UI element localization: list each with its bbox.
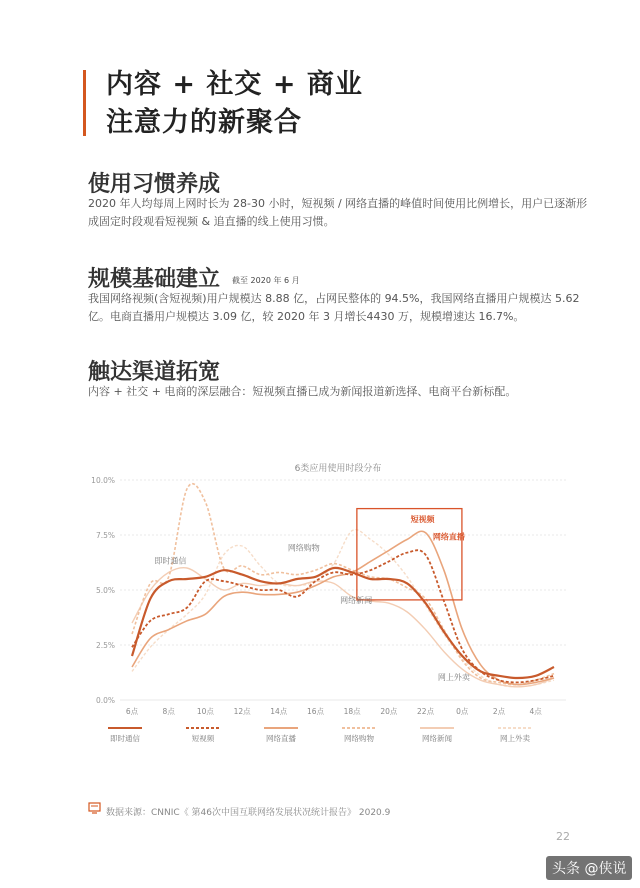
- x-tick-label: 12点: [233, 707, 251, 716]
- data-source-icon: [88, 802, 101, 814]
- section-title-habit: 使用习惯养成: [88, 172, 221, 197]
- x-tick-label: 6点: [125, 707, 139, 716]
- chart-title: 6类应用使用时段分布: [294, 464, 382, 474]
- legend-label: 短视频: [191, 734, 215, 743]
- x-tick-label: 2点: [492, 707, 506, 716]
- usage-time-chart: [88, 450, 578, 760]
- annotation-label: 网上外卖: [437, 673, 470, 683]
- hero-title-line2: 注意力的新聚合: [106, 107, 302, 138]
- legend-label: 网络新闻: [422, 734, 452, 743]
- section-text-scale: 我国网络视频(含短视频)用户规模达 8.88 亿，占网民整体的 94.5%，我国网络直播用户规模达 5.62 亿。电商直播用户规模达 3.09 亿，较 2020 年 3 月增长4430 万，规模增速达 16.7%。: [88, 292, 580, 323]
- x-tick-label: 22点: [417, 707, 435, 716]
- x-tick-label: 0点: [456, 707, 469, 716]
- section-title-reach: 触达渠道拓宽: [88, 360, 221, 385]
- page-number: 22: [556, 830, 570, 843]
- x-tick-label: 16点: [306, 707, 325, 716]
- y-tick-label: 10.0%: [91, 476, 115, 485]
- x-tick-label: 20点: [380, 707, 398, 716]
- annotation-label: 即时通信: [154, 556, 187, 566]
- y-tick-label: 0.0%: [95, 696, 115, 705]
- hero-title: [106, 66, 363, 142]
- legend-label: 网上外卖: [500, 734, 530, 743]
- section-title-scale: [88, 262, 300, 293]
- data-source: 数据来源：CNNIC《 第46次中国互联网络发展状况统计报告》 2020.9: [106, 808, 391, 818]
- legend-label: 网络直播: [266, 734, 296, 743]
- annotation-label: 网络新闻: [340, 596, 373, 606]
- y-tick-label: 7.5%: [95, 531, 115, 540]
- legend-label: 即时通信: [110, 734, 140, 743]
- x-tick-label: 10点: [196, 707, 214, 716]
- watermark: 头条 @侠说: [546, 856, 632, 880]
- annotation-label: 网络直播: [432, 532, 465, 542]
- legend-label: 网络购物: [344, 734, 374, 743]
- hero-title-line1: 内容 + 社交 + 商业: [106, 69, 363, 100]
- series-line-4: [132, 568, 554, 687]
- chart-svg: [88, 450, 588, 760]
- section-title-scale-text: 规模基础建立: [88, 267, 221, 292]
- series-line-2: [132, 531, 554, 684]
- series-line-0: [132, 568, 554, 678]
- annotation-label: 网络购物: [287, 543, 320, 553]
- series-line-3: [132, 484, 554, 685]
- x-tick-label: 14点: [270, 707, 288, 716]
- series-line-5: [132, 530, 554, 687]
- x-tick-label: 8点: [162, 707, 175, 716]
- section-text-reach: 内容 + 社交 + 电商的深层融合：短视频直播已成为新闻报道新选择、电商平台新标配。: [88, 385, 517, 398]
- accent-bar: [83, 70, 86, 136]
- x-tick-label: 4点: [529, 707, 542, 716]
- y-tick-label: 2.5%: [95, 641, 115, 650]
- section-text-habit: 2020 年人均每周上网时长为 28-30 小时，短视频 / 网络直播的峰值时间使用比例增长，用户已逐渐形成固定时段观看短视频 & 追直播的线上使用习惯。: [88, 197, 588, 228]
- annotation-label: 短视频: [410, 514, 435, 524]
- y-tick-label: 5.0%: [95, 586, 115, 595]
- x-tick-label: 18点: [343, 707, 361, 716]
- section-note-scale: 截至 2020 年 6 月: [232, 275, 300, 285]
